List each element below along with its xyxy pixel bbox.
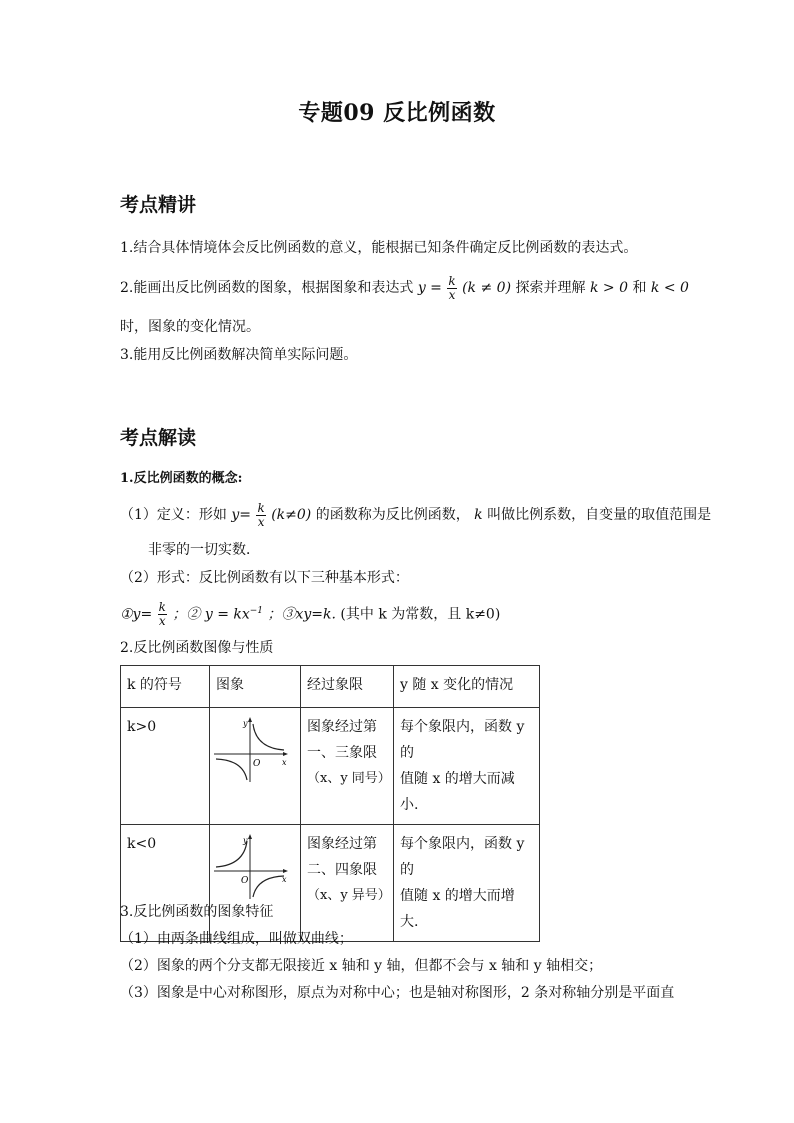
trend-line-2: 值随 x 的增大而减小. <box>400 771 515 813</box>
cell-graph-negative <box>210 825 301 942</box>
definition-text-post: 叫做比例系数，自变量的取值范围是 <box>487 507 712 523</box>
form-1: ①y= <box>120 606 153 623</box>
definition-text: （1）定义：形如 <box>120 507 227 523</box>
feature-1: （1）由两条曲线组成，叫做双曲线； <box>120 931 353 947</box>
table-row <box>121 825 540 942</box>
section-heading-key-points: 考点精讲 <box>120 194 197 216</box>
trend-line-1: 每个象限内，函数 y 的 <box>400 719 525 761</box>
cell-quadrant-negative <box>301 825 394 942</box>
definition-k-var: k <box>474 507 483 523</box>
feature-3: （3）图象是中心对称图形，原点为对称中心；也是轴对称图形，2 条对称轴分别是平面直 <box>120 985 675 1001</box>
formula-y-eq: y = <box>417 280 442 296</box>
definition-y-eq: y= <box>231 507 252 523</box>
definition-text-mid: 的函数称为反比例函数， <box>315 507 470 523</box>
fraction-numerator: k <box>158 600 166 615</box>
paragraph-2-mid: 探索并理解 <box>515 280 586 296</box>
cell-quadrant-positive <box>301 708 394 825</box>
y-axis-label: y <box>243 836 248 845</box>
quadrant-line-2: 二、四象限 <box>307 862 377 878</box>
cell-sign-negative: k<0 <box>121 825 210 942</box>
section-heading-interpretation: 考点解读 <box>120 427 197 449</box>
definition-fraction <box>256 502 265 529</box>
paragraph-2-and: 和 <box>632 280 647 296</box>
form-1-fraction <box>158 601 167 628</box>
formula-k-ne-0: (k ≠ 0) <box>462 280 512 296</box>
fraction-denominator: x <box>448 287 456 302</box>
definition-continued: 非零的一切实数． <box>148 542 260 558</box>
definition-k-ne-0: (k≠0) <box>271 507 312 523</box>
fraction-denominator: x <box>257 514 265 529</box>
formula-k-gt-0: k > 0 <box>589 280 628 296</box>
page-title: 专题09 反比例函数 <box>298 100 496 126</box>
forms-note: (其中 k 为常数，且 k≠0) <box>340 606 501 623</box>
formula-k-lt-0: k < 0 <box>650 280 689 296</box>
forms-intro: （2）形式：反比例函数有以下三种基本形式： <box>120 570 409 586</box>
cell-graph-positive <box>210 708 301 825</box>
hyperbola-negative-graph <box>212 829 294 901</box>
features-heading: 3.反比例函数的图象特征 <box>120 904 274 920</box>
form-2: ；② y = kx <box>172 606 250 623</box>
x-axis-label: x <box>282 875 287 884</box>
table-row <box>121 708 540 825</box>
trend-line-1: 每个象限内，函数 y 的 <box>400 836 525 878</box>
quadrant-line-2: 一、三象限 <box>307 745 377 761</box>
quadrant-line-3: （x、y 同号） <box>307 771 391 786</box>
forms-line <box>120 596 500 630</box>
paragraph-2-continued: 时，图象的变化情况。 <box>120 319 260 335</box>
fraction-numerator: k <box>257 500 265 515</box>
header-cell-quadrant: 经过象限 <box>301 666 394 708</box>
quadrant-line-3: （x、y 异号） <box>307 888 391 903</box>
definition-line <box>120 500 711 530</box>
quadrant-line-1: 图象经过第 <box>307 719 377 735</box>
concept-heading: 1.反比例函数的概念: <box>120 471 243 486</box>
header-cell-sign: k 的符号 <box>121 666 210 708</box>
form-3: ；③xy=k. <box>267 606 336 623</box>
quadrant-line-1: 图象经过第 <box>307 836 377 852</box>
x-axis-label: x <box>282 758 287 767</box>
fraction-numerator: k <box>448 273 456 288</box>
properties-table <box>120 665 540 942</box>
fraction-k-over-x <box>447 275 456 302</box>
paragraph-3: 3.能用反比例函数解决简单实际问题。 <box>120 347 358 363</box>
hyperbola-positive-graph <box>212 712 294 784</box>
cell-trend-positive <box>394 708 540 825</box>
properties-heading: 2.反比例函数图像与性质 <box>120 640 274 656</box>
paragraph-2-text: 2.能画出反比例函数的图象，根据图象和表达式 <box>120 280 414 296</box>
feature-2: （2）图象的两个分支都无限接近 x 轴和 y 轴，但都不会与 x 轴和 y 轴相交； <box>120 958 603 974</box>
table-header-row <box>121 666 540 708</box>
paragraph-1: 1.结合具体情境体会反比例函数的意义，能根据已知条件确定反比例函数的表达式。 <box>120 240 638 256</box>
trend-line-2: 值随 x 的增大而增大. <box>400 888 515 930</box>
y-axis-label: y <box>243 719 248 728</box>
fraction-denominator: x <box>158 614 166 629</box>
origin-label: O <box>253 759 261 769</box>
header-cell-trend: y 随 x 变化的情况 <box>394 666 540 708</box>
cell-sign-positive: k>0 <box>121 708 210 825</box>
header-cell-graph: 图象 <box>210 666 301 708</box>
origin-label: O <box>241 876 249 886</box>
paragraph-2 <box>120 273 689 303</box>
form-2-exponent: −1 <box>249 606 264 616</box>
cell-trend-negative <box>394 825 540 942</box>
